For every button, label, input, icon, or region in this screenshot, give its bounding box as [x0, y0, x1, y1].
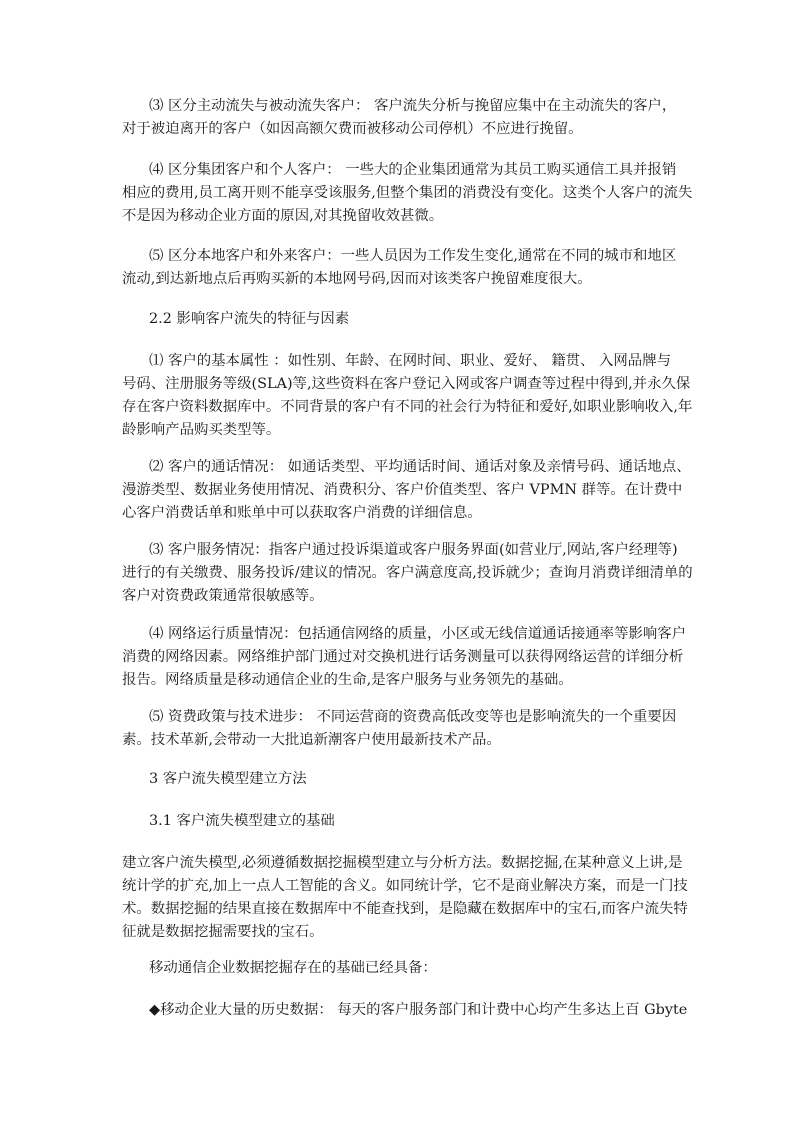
- paragraph: [122, 456, 691, 525]
- text-line: 存在客户资料数据库中。不同背景的客户有不同的社会行为特征和爱好,如职业影响收入,年: [122, 399, 693, 415]
- text-line: 进行的有关缴费、服务投诉/建议的情况。客户满意度高,投诉就少；查询月消费详细清单的: [122, 565, 693, 581]
- section-heading: [122, 768, 682, 791]
- text-line: 客户对资费政策通常很敏感等。: [122, 588, 324, 604]
- section-heading: [122, 308, 682, 331]
- text-line: [122, 245, 682, 268]
- text-line-content: ⑵ 客户的通话情况： 如通话类型、平均通话时间、通话对象及亲情号码、通话地点、: [149, 459, 691, 475]
- text-line-content: ⑷ 网络运行质量情况：包括通信网络的质量，小区或无线信道通话接通率等影响客户: [149, 626, 687, 642]
- text-line-content: ⑶ 客户服务情况：指客户通过投诉渠道或客户服务界面(如营业厅,网站,客户经理等): [149, 542, 678, 558]
- paragraph: [122, 623, 687, 692]
- paragraph: [122, 95, 682, 141]
- text-line: [122, 999, 688, 1022]
- text-line: 消费的网络因素。网络维护部门通过对交换机进行话务测量可以获得网络运营的详细分析: [122, 649, 684, 665]
- text-line-content: ⑸ 区分本地客户和外来客户：一些人员因为工作发生变化,通常在不同的城市和地区: [149, 248, 677, 264]
- text-line: 相应的费用,员工离开则不能享受该服务,但整个集团的消费没有变化。这类个人客户的流失: [122, 185, 693, 201]
- text-line: [122, 308, 682, 331]
- text-line: [122, 768, 682, 791]
- text-line: [122, 706, 682, 729]
- text-line: [122, 623, 687, 646]
- text-line-content: ⑴ 客户的基本属性 ：如性别、年龄、在网时间、职业、爱好、 籍贯、 入网品牌与: [149, 353, 671, 369]
- text-line: [122, 539, 682, 562]
- heading-text: 2.2 影响客户流失的特征与因素: [149, 311, 350, 327]
- paragraph: [122, 245, 682, 291]
- text-line: 流动,到达新地点后再购买新的本地网号码,因而对该类客户挽留难度很大。: [122, 271, 592, 287]
- text-line-content: ⑶ 区分主动流失与被动流失客户： 客户流失分析与挽留应集中在主动流失的客户，: [149, 98, 677, 114]
- text-line: [122, 350, 682, 373]
- text-line-content: ⑸ 资费政策与技术进步： 不同运营商的资费高低改变等也是影响流失的一个重要因: [149, 709, 677, 725]
- text-line: 素。技术革新,会带动一大批追新潮客户使用最新技术产品。: [122, 732, 501, 748]
- text-line-content: ⑷ 区分集团客户和个人客户： 一些大的企业集团通常为其员工购买通信工具并报销: [149, 162, 677, 178]
- paragraph: [122, 159, 693, 228]
- text-line: 报告。网络质量是移动通信企业的生命,是客户服务与业务领先的基础。: [122, 672, 573, 688]
- paragraph: [122, 852, 688, 944]
- text-line: 龄影响产品购买类型等。: [122, 422, 281, 438]
- text-line-content: ◆移动企业大量的历史数据： 每天的客户服务部门和计费中心均产生多达上百 Gbyte: [149, 1002, 688, 1018]
- heading-text: 3.1 客户流失模型建立的基础: [149, 813, 335, 829]
- text-line: [122, 159, 682, 182]
- text-line: 不是因为移动企业方面的原因,对其挽留收效甚微。: [122, 208, 444, 224]
- text-line: 对于被迫离开的客户（如因高额欠费而被移动公司停机）不应进行挽留。: [122, 121, 583, 137]
- paragraph: [122, 706, 682, 752]
- paragraph: [122, 999, 688, 1022]
- text-line: [122, 810, 682, 833]
- text-line: 征就是数据挖掘需要找的宝石。: [122, 924, 324, 940]
- text-line: 建立客户流失模型,必须遵循数据挖掘模型建立与分析方法。数据挖掘,在某种意义上讲,是: [122, 855, 683, 871]
- text-line: 统计学的扩充,加上一点人工智能的含义。如同统计学，它不是商业解决方案，而是一门技: [122, 878, 688, 894]
- heading-text: 3 客户流失模型建立方法: [149, 771, 307, 787]
- text-line: 号码、注册服务等级(SLA)等,这些资料在客户登记入网或客户调查等过程中得到,并永久保: [122, 376, 691, 392]
- text-line: 漫游类型、数据业务使用情况、消费积分、客户价值类型、客户 VPMN 群等。在计费中: [122, 482, 683, 498]
- text-line: [122, 957, 682, 980]
- paragraph: [122, 350, 693, 442]
- paragraph: [122, 957, 682, 980]
- section-heading: [122, 810, 682, 833]
- text-line: [122, 456, 691, 479]
- text-line-content: 移动通信企业数据挖掘存在的基础已经具备：: [149, 960, 437, 976]
- text-line: 术。数据挖掘的结果直接在数据库中不能查找到，是隐藏在数据库中的宝石,而客户流失特: [122, 901, 688, 917]
- text-line: [122, 95, 682, 118]
- paragraph: [122, 539, 693, 608]
- text-line: 心客户消费话单和账单中可以获取客户消费的详细信息。: [122, 505, 482, 521]
